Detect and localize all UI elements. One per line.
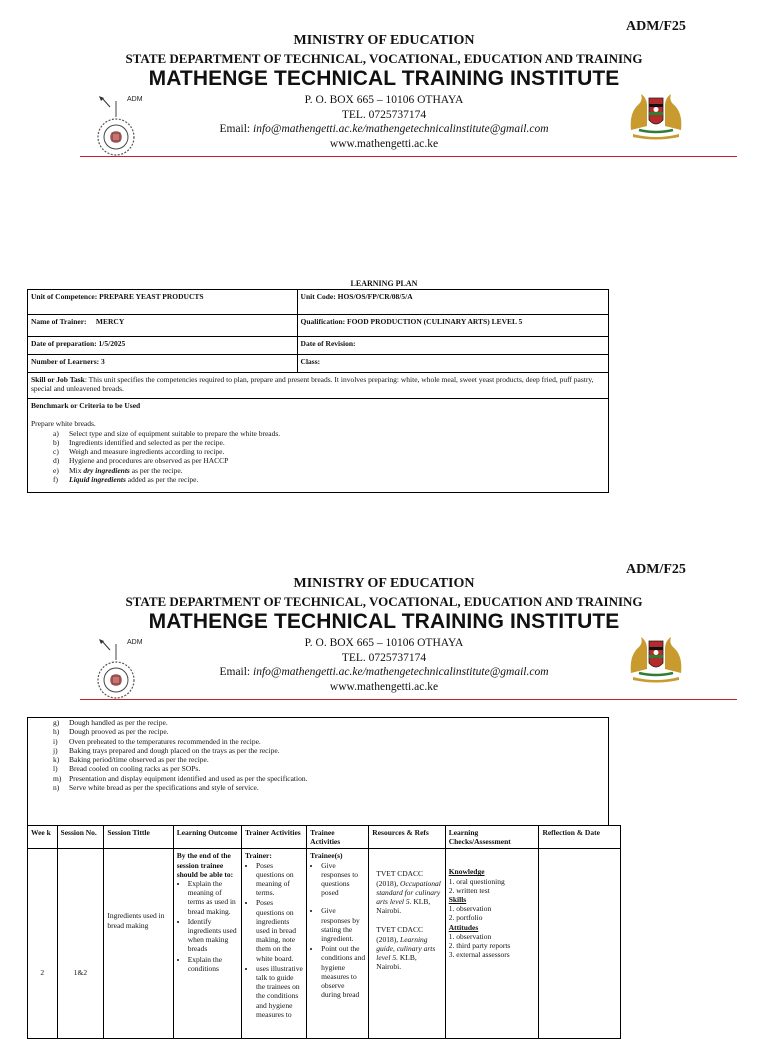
ministry-title: MINISTRY OF EDUCATION — [293, 576, 475, 591]
list-item: • Explain the conditions — [188, 955, 238, 973]
session-table — [27, 825, 621, 1039]
list-item: m) Presentation and display equipment identified and used as per the specification. — [53, 773, 308, 783]
qualification: Qualification: FOOD PRODUCTION (CULINARY ARTS) LEVEL 5 — [297, 315, 608, 337]
form-code: ADM/F25 — [626, 562, 686, 577]
header-divider — [80, 156, 737, 157]
header-reflection: Reflection & Date — [539, 826, 621, 849]
checks-cell — [445, 849, 539, 1039]
trainer-cell — [28, 315, 298, 337]
benchmark-intro: Prepare white breads. — [31, 419, 96, 429]
institute-title: MATHENGE TECHNICAL TRAINING INSTITUTE — [148, 67, 620, 90]
title-cell: Ingredients used in bread making — [104, 849, 173, 1039]
date-of-revision: Date of Revision: — [297, 337, 608, 355]
learning-plan-title: LEARNING PLAN — [350, 279, 418, 288]
list-item: c) Weigh and measure ingredients according to recipe. — [53, 447, 225, 457]
trainer-heading: Trainer: — [244, 851, 272, 861]
department-title: STATE DEPARTMENT OF TECHNICAL, VOCATIONAL, EDUCATION AND TRAINING — [125, 51, 643, 66]
trainer-list — [245, 861, 303, 1019]
attitudes-title: Attitudes — [448, 922, 479, 932]
benchmark-cell — [28, 399, 609, 493]
trainee-list — [310, 861, 365, 1000]
department-title: STATE DEPARTMENT OF TECHNICAL, VOCATIONAL, EDUCATION AND TRAINING — [125, 594, 643, 609]
list-item: 1. observation — [448, 904, 492, 914]
logo-label: ADM — [127, 639, 143, 646]
website[interactable]: www.mathengetti.ac.ke — [329, 138, 439, 150]
list-item: l) Bread cooled on cooling racks as per SOPs. — [53, 764, 201, 774]
list-item: 1. observation — [448, 931, 492, 941]
resource-2: TVET CDACC (2018), Learning guide, culinary arts level 5. KLB, Nairobi. — [376, 925, 436, 972]
resource-1: TVET CDACC (2018), Occupational standard for culinary arts level 5. KLB, Nairobi. — [376, 869, 441, 916]
criteria-list-b — [31, 718, 605, 792]
criteria-list-a — [31, 429, 605, 485]
po-box: P. O. BOX 665 – 10106 OTHAYA — [304, 637, 464, 649]
list-item: • Poses questions on meaning of terms. — [256, 861, 303, 898]
list-item: j) Baking trays prepared and dough placed on the trays as per the recipe. — [53, 745, 280, 755]
list-item: n) Serve white bread as per the specifications and style of service. — [53, 783, 259, 793]
telephone: TEL. 0725737174 — [341, 652, 427, 664]
outcome-intro: By the end of the session trainee should be able to: — [176, 851, 234, 879]
header-session-no: Session No. — [57, 826, 104, 849]
class-field: Class: — [297, 355, 608, 373]
list-item: g) Dough handled as per the recipe. — [53, 718, 168, 727]
list-item: e) Mix dry ingredients as per the recipe. — [53, 465, 183, 475]
header-trainee-activities: Trainee Activities — [307, 826, 369, 849]
header-divider — [80, 699, 737, 700]
list-item: d) Hygiene and procedures are observed as per HACCP — [53, 456, 229, 466]
list-item: • Give responses to questions posed — [321, 861, 365, 898]
trainer-name: MERCY — [95, 317, 125, 326]
list-item: 2. third party reports — [448, 941, 511, 951]
list-item: a) Select type and size of equipment suitable to prepare the white breads. — [53, 428, 281, 438]
trainer-activities-cell — [241, 849, 306, 1039]
list-item: 2. written test — [448, 885, 490, 895]
list-item: i) Oven preheated to the temperatures recommended in the recipe. — [53, 736, 261, 746]
po-box: P. O. BOX 665 – 10106 OTHAYA — [304, 94, 464, 106]
week-cell: 2 — [28, 849, 58, 1039]
header-learning-outcome: Learning Outcome — [173, 826, 241, 849]
email-address[interactable]: info@mathengetti.ac.ke/mathengetechnicalinstitute@gmail.com — [253, 123, 549, 135]
list-item: 2. portfolio — [448, 913, 483, 923]
criteria-continued-table — [27, 717, 609, 826]
list-item: • uses illustrative talk to guide the trainees on the conditions and hygiene measures to — [256, 964, 303, 1019]
website[interactable]: www.mathengetti.ac.ke — [329, 681, 439, 693]
list-item: • Explain the meaning of terms as used in bread making. — [188, 879, 238, 916]
benchmark-title: Benchmark or Criteria to be Used — [31, 401, 141, 410]
institute-logo — [96, 638, 156, 708]
header-resources: Resources & Refs — [369, 826, 445, 849]
trainee-heading: Trainee(s) — [310, 851, 343, 861]
list-item: • Poses questions on ingredients used in bread making, note them on the white board. — [256, 898, 303, 962]
logo-label: ADM — [127, 96, 143, 103]
table-row — [28, 849, 621, 1039]
coat-of-arms-logo — [625, 633, 687, 693]
list-item: b) Ingredients identified and selected as per the recipe. — [53, 437, 225, 447]
institute-title: MATHENGE TECHNICAL TRAINING INSTITUTE — [148, 610, 620, 633]
header-session-title: Session Tittle — [104, 826, 173, 849]
session-cell: 1&2 — [57, 849, 104, 1039]
list-item: f) Liquid ingredients added as per the recipe. — [53, 475, 199, 485]
list-item: h) Dough prooved as per the recipe. — [53, 727, 169, 737]
number-of-learners: Number of Learners: 3 — [28, 355, 298, 373]
skill-job-task — [28, 373, 609, 399]
trainee-activities-cell — [307, 849, 369, 1039]
skills-title: Skills — [448, 895, 467, 905]
email-label: Email: — [219, 666, 254, 678]
date-of-preparation: Date of preparation: 1/5/2025 — [28, 337, 298, 355]
email-address[interactable]: info@mathengetti.ac.ke/mathengetechnicalinstitute@gmail.com — [253, 666, 549, 678]
list-item: • Identify ingredients used when making breads — [188, 917, 238, 954]
header-checks: Learning Checks/Assessment — [445, 826, 539, 849]
institute-logo — [96, 95, 156, 165]
list-item: 3. external assessors — [448, 950, 510, 960]
list-item: 1. oral questioning — [448, 876, 505, 886]
learning-plan-table — [27, 289, 609, 493]
unit-of-competence: Unit of Competence: PREPARE YEAST PRODUCTS — [28, 290, 298, 315]
trainer-label: Name of Trainer: — [31, 317, 87, 326]
email-label: Email: — [219, 123, 254, 135]
list-item: • Point out the conditions and hygiene measures to observe during bread — [321, 944, 365, 999]
unit-code: Unit Code: HOS/OS/FP/CR/08/5/A — [297, 290, 608, 315]
header-week: Wee k — [28, 826, 58, 849]
ministry-title: MINISTRY OF EDUCATION — [293, 33, 475, 48]
form-code: ADM/F25 — [626, 19, 686, 34]
skill-label: Skill or Job Task — [31, 375, 85, 384]
list-item: k) Baking period/time observed as per the recipe. — [53, 755, 209, 765]
session-header-row — [28, 826, 621, 849]
outcome-cell — [173, 849, 241, 1039]
outcome-list — [177, 879, 238, 973]
reflection-cell[interactable] — [539, 849, 621, 1039]
criteria-continued-cell — [28, 718, 609, 826]
header-trainer-activities: Trainer Activities — [241, 826, 306, 849]
telephone: TEL. 0725737174 — [341, 109, 427, 121]
coat-of-arms-logo — [625, 90, 687, 150]
list-item: • Give responses by stating the ingredient. — [321, 906, 365, 943]
resources-cell — [369, 849, 445, 1039]
skill-text: : This unit specifies the competencies required to plan, prepare and present breads. It involves preparing: white, whole meal, sweet yeast products, deep fried, puff pastry, special and unleavened breads. — [31, 375, 594, 394]
knowledge-title: Knowledge — [448, 867, 485, 877]
